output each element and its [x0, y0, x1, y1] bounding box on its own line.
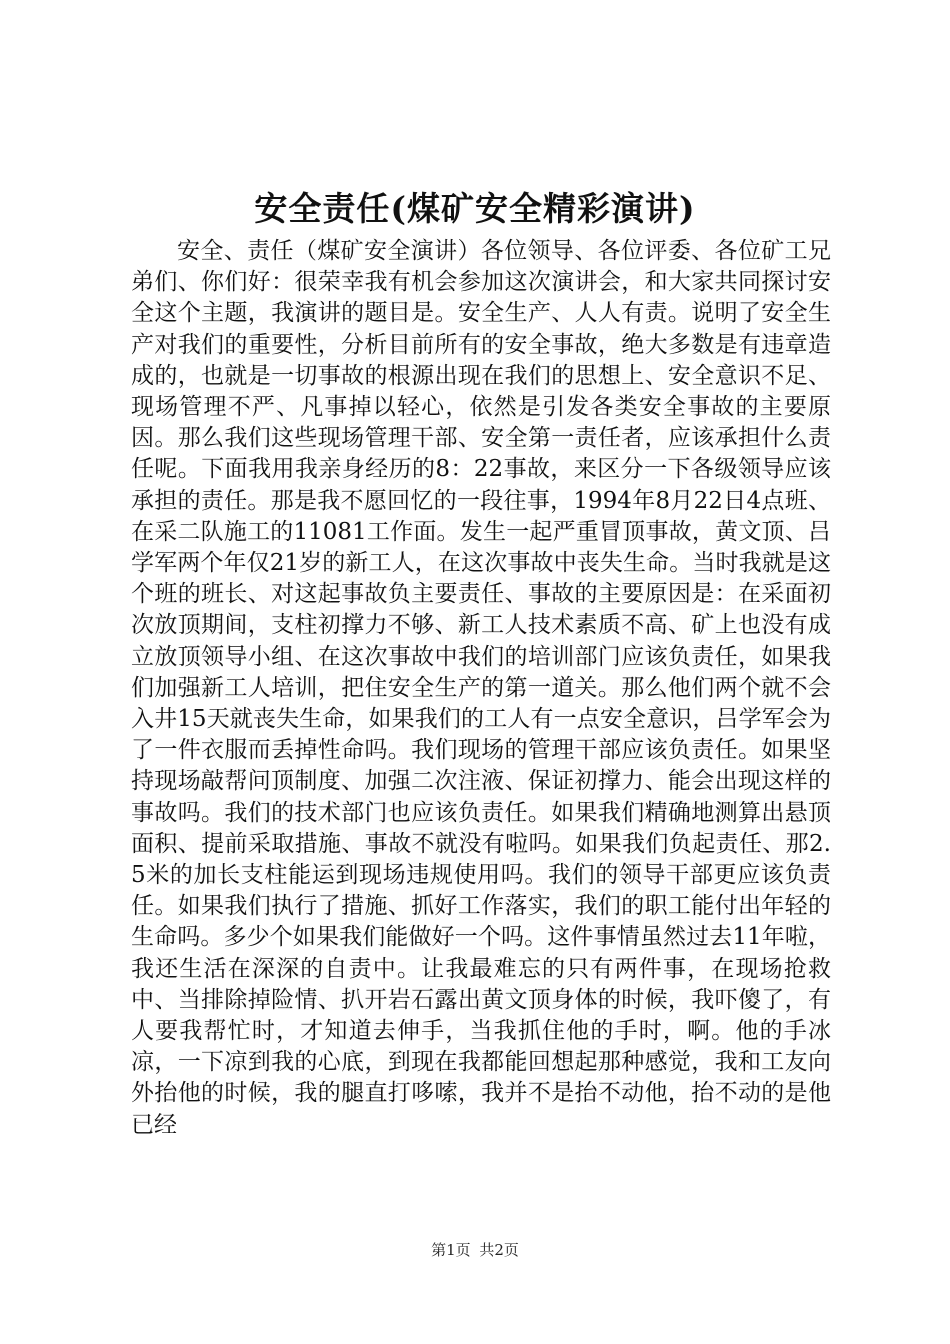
page-footer [0, 1240, 950, 1260]
page-number: 第1页 [431, 1241, 471, 1259]
document-body: 安全、责任（煤矿安全演讲）各位领导、各位评委、各位矿工兄弟们、你们好：很荣幸我有机会参加这次演讲会，和大家共同探讨安全这个主题，我演讲的题目是。安全生产、人人有责。说明了安全生产对我们的重要性，分析目前所有的安全事故，绝大多数是有违章造成的，也就是一切事故的根源出现在我们的思想上、安全意识不足、现场管理不严、凡事掉以轻心，依然是引发各类安全事故的主要原因。那么我们这些现场管理干部、安全第一责任者，应该承担什么责任呢。下面我用我亲身经历的8：22事故，来区分一下各级领导应该承担的责任。那是我不愿回忆的一段往事，1994年8月22日4点班、在采二队施工的11081工作面。发生一起严重冒顶事故，黄文顶、吕学军两个年仅21岁的新工人，在这次事故中丧失生命。当时我就是这个班的班长、对这起事故负主要责任、事故的主要原因是：在采面初次放顶期间，支柱初撑力不够、新工人技术素质不高、矿上也没有成立放顶领导小组、在这次事故中我们的培训部门应该负责任，如果我们加强新工人培训，把住安全生产的第一道关。那么他们两个就不会入井15天就丧失生命，如果我们的工人有一点安全意识，吕学军会为了一件衣服而丢掉性命吗。我们现场的管理干部应该负责任。如果坚持现场敲帮问顶制度、加强二次注液、保证初撑力、能会出现这样的事故吗。我们的技术部门也应该负责任。如果我们精确地测算出悬顶面积、提前采取措施、事故不就没有啦吗。如果我们负起责任、那2.5米的加长支柱能运到现场违规使用吗。我们的领导干部更应该负责任。如果我们执行了措施、抓好工作落实，我们的职工能付出年轻的生命吗。多少个如果我们能做好一个吗。这件事情虽然过去11年啦，我还生活在深深的自责中。让我最难忘的只有两件事，在现场抢救中、当排除掉险情、扒开岩石露出黄文顶身体的时候，我吓傻了，有人要我帮忙时，才知道去伸手，当我抓住他的手时，啊。他的手冰凉，一下凉到我的心底，到现在我都能回想起那种感觉，我和工友向外抬他的时候，我的腿直打哆嗦，我并不是抬不动他，抬不动的是他已经 [131, 238, 831, 1138]
page-total: 共2页 [479, 1241, 519, 1259]
document-title: 安全责任(煤矿安全精彩演讲) [254, 189, 696, 228]
